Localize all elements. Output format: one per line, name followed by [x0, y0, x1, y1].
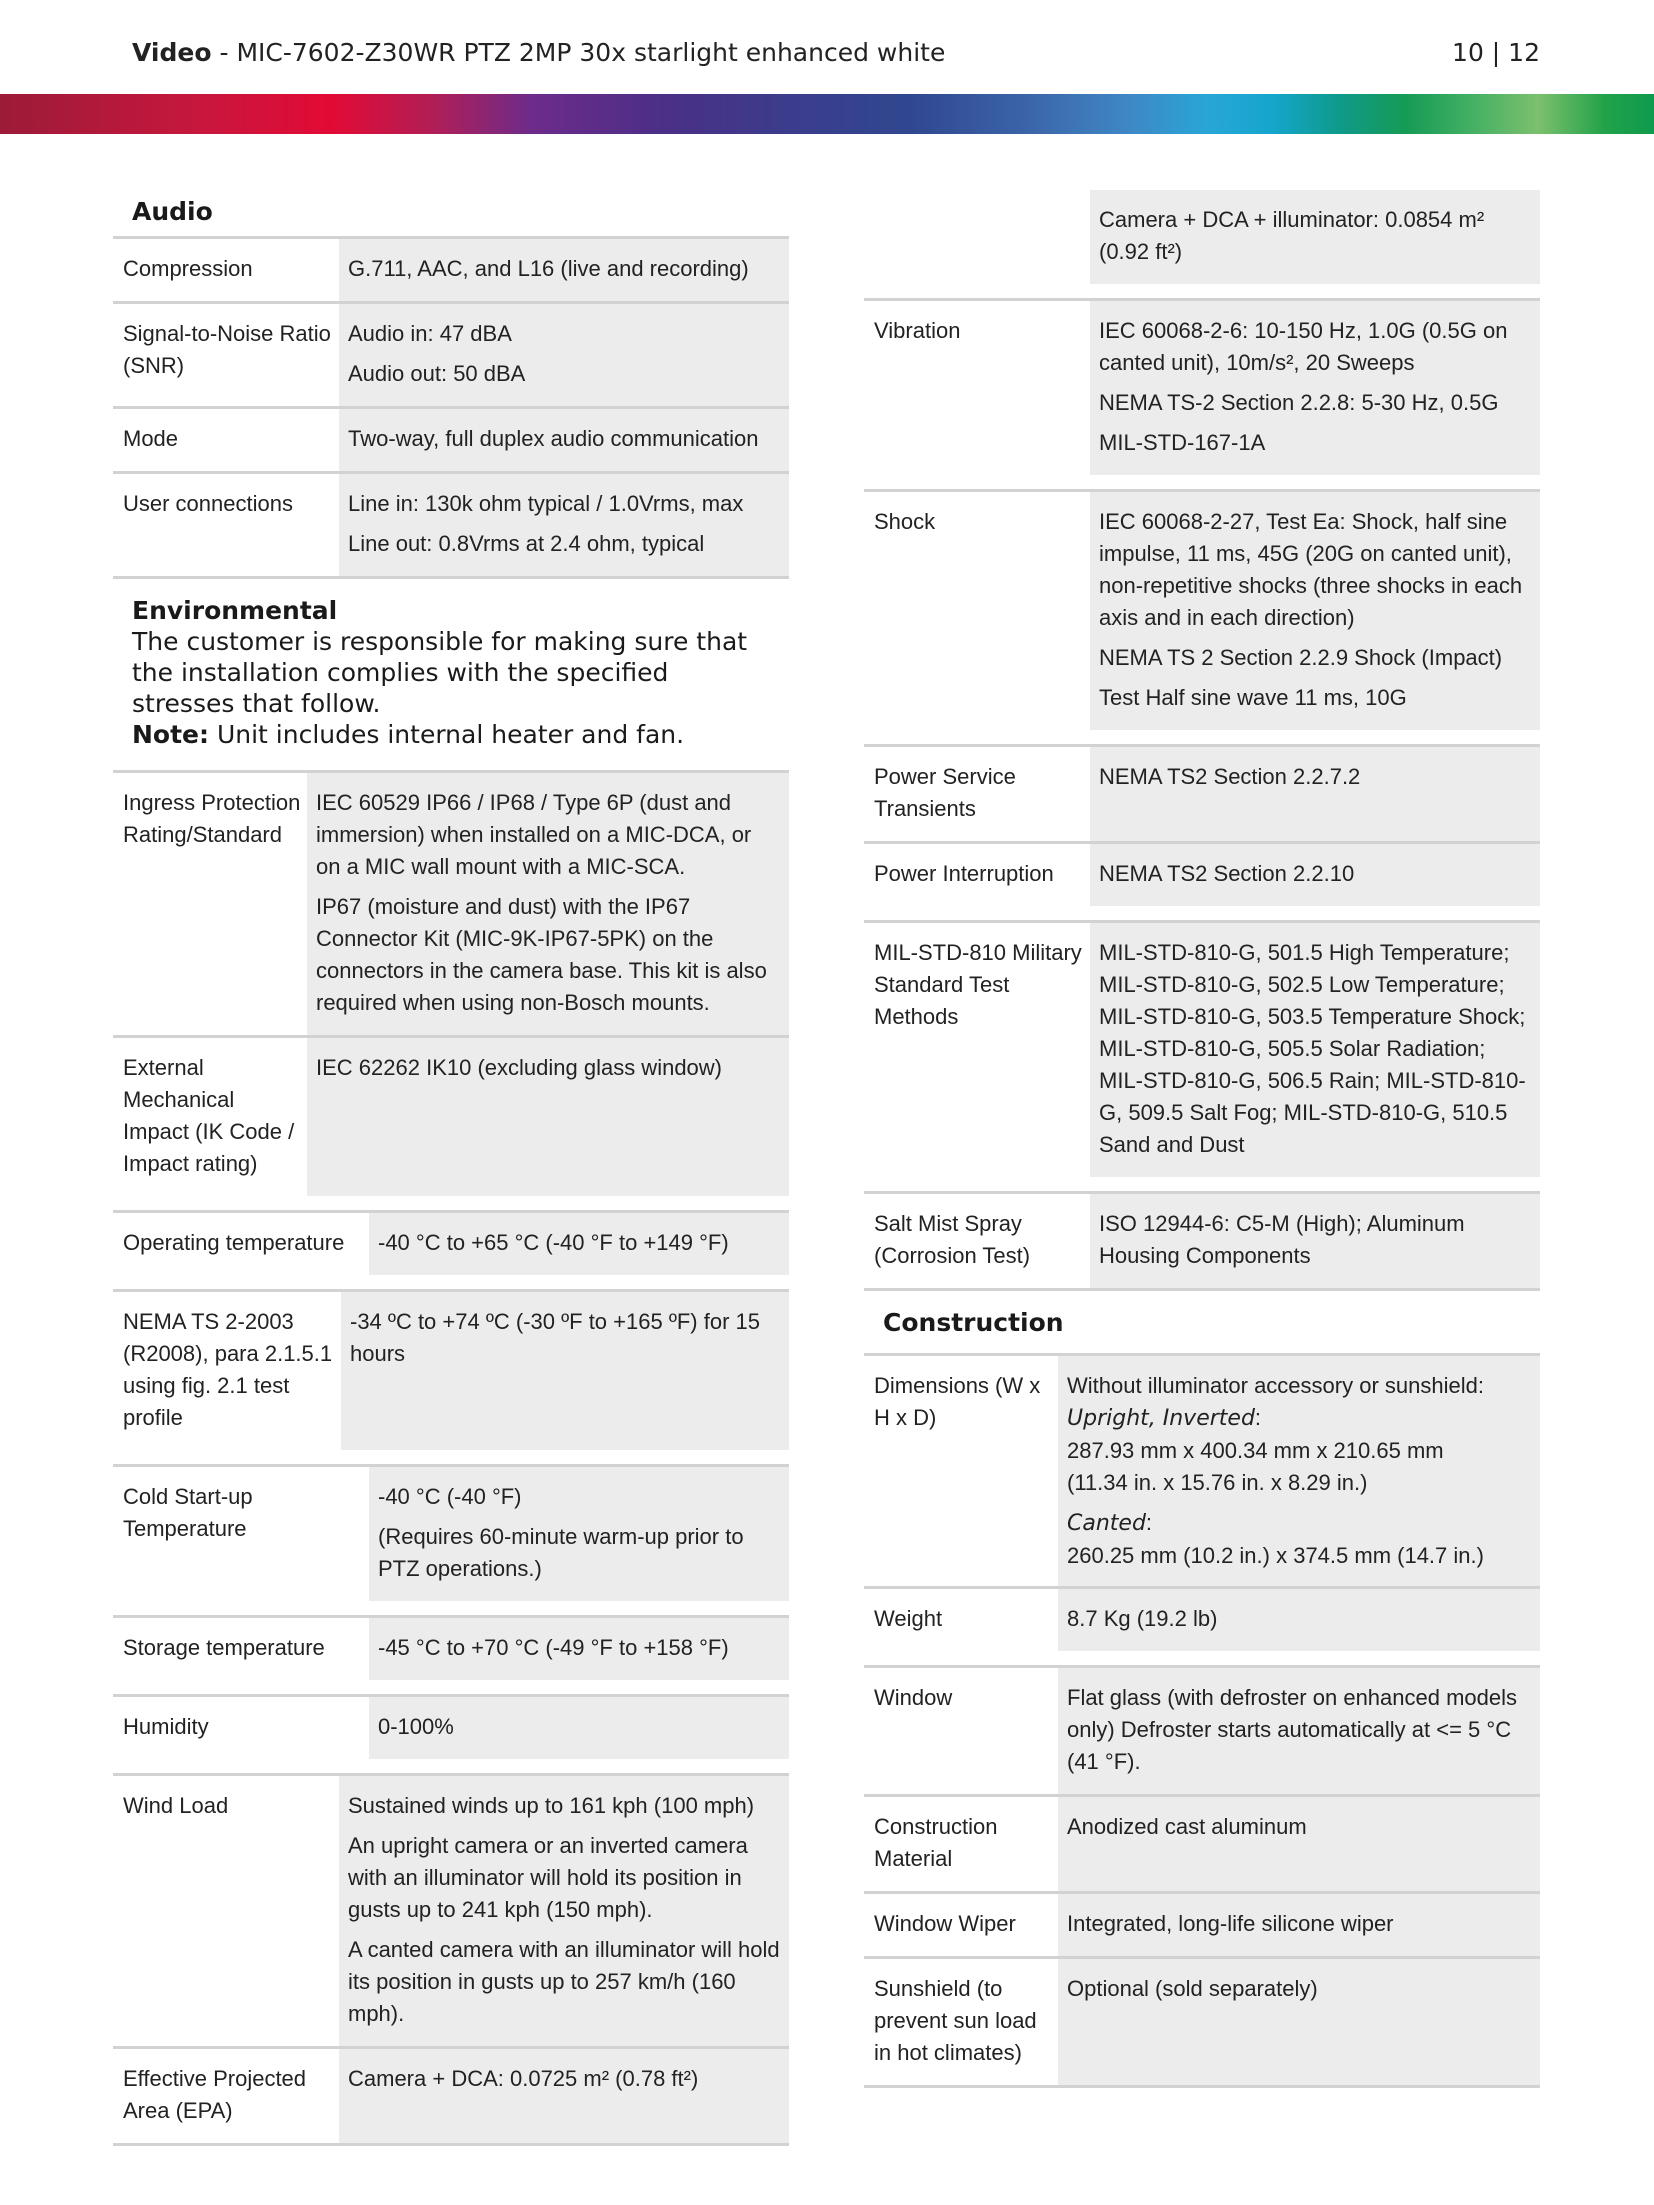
- dimensions-upright: Upright, Inverted:: [1067, 1405, 1262, 1431]
- spec-row-power-interruption: [864, 841, 1540, 906]
- spec-value-line: NEMA TS2 Section 2.2.7.2: [1099, 764, 1361, 789]
- document-title: [132, 38, 945, 67]
- spec-row-vibration: [864, 298, 1540, 475]
- spec-value-line: Line out: 0.8Vrms at 2.4 ohm, typical: [348, 531, 705, 556]
- dimensions-upright-metric: 287.93 mm x 400.34 mm x 210.65 mm: [1067, 1438, 1444, 1463]
- spec-value: [1058, 1959, 1540, 2085]
- document-category: Video: [132, 37, 212, 67]
- spec-value-line: IP67 (moisture and dust) with the IP67 Connector Kit (MIC-9K-IP67-5PK) on the connectors in the camera base. This kit is also required when using non-Bosch mounts.: [316, 894, 767, 1015]
- spec-label: Dimensions (W x H x D): [874, 1373, 1041, 1430]
- spec-label: Vibration: [874, 318, 961, 343]
- spec-value: [369, 1213, 789, 1275]
- right-column: [864, 190, 1540, 2088]
- spec-row-cold-start-up-temperature: [113, 1464, 789, 1601]
- spec-value: [339, 474, 789, 576]
- spec-value-line: Audio out: 50 dBA: [348, 361, 526, 386]
- spec-row-ingress-protection-rating-standard: [113, 770, 789, 1035]
- section-title-environmental: Environmental: [132, 596, 338, 625]
- environmental-intro: [113, 576, 789, 770]
- spec-row-wind-load: [113, 1773, 789, 2046]
- spec-value: [1058, 1356, 1540, 1586]
- spec-label: NEMA TS 2-2003 (R2008), para 2.1.5.1 using fig. 2.1 test profile: [123, 1309, 333, 1430]
- spec-value-line: -34 ºC to +74 ºC (-30 ºF to +165 ºF) for 15 hours: [350, 1309, 760, 1366]
- dimensions-canted: Canted:: [1067, 1510, 1153, 1536]
- spec-row-window: [864, 1665, 1540, 1794]
- spec-value-line: -45 °C to +70 °C (-49 °F to +158 °F): [378, 1635, 729, 1660]
- spec-value: [1058, 1589, 1540, 1651]
- spec-value: [1090, 301, 1540, 475]
- spec-value-line: IEC 60068-2-27, Test Ea: Shock, half sine impulse, 11 ms, 45G (20G on canted unit), non-repetitive shocks (three shocks in each axis and in each direction): [1099, 509, 1523, 630]
- spec-label: Storage temperature: [123, 1635, 325, 1660]
- spec-label: Window Wiper: [874, 1911, 1016, 1936]
- spec-value-line: MIL-STD-810-G, 501.5 High Temperature; MIL-STD-810-G, 502.5 Low Temperature; MIL-STD-810-G, 503.5 Temperature Shock; MIL-STD-810-G, 505.5 Solar Radiation; MIL-STD-810-G, 506.5 Rain; MIL-STD-810-G, 509.5 Salt Fog; MIL-STD-810-G, 510.5 Sand and Dust: [1099, 940, 1526, 1157]
- environmental-note: [132, 719, 770, 750]
- spec-label: User connections: [123, 491, 293, 516]
- spec-value: [1090, 844, 1540, 906]
- spec-value-line: (Requires 60-minute warm-up prior to PTZ operations.): [378, 1524, 744, 1581]
- spec-value-line: 0-100%: [378, 1714, 454, 1739]
- spec-row-mode: [113, 406, 789, 471]
- spec-row-external-mechanical-impact-ik-code-impac: [113, 1035, 789, 1196]
- spec-value-line: NEMA TS-2 Section 2.2.8: 5-30 Hz, 0.5G: [1099, 390, 1499, 415]
- spec-row-window-wiper: [864, 1891, 1540, 1956]
- spec-value: [1090, 923, 1540, 1177]
- dimensions-intro: Without illuminator accessory or sunshield:: [1067, 1373, 1484, 1398]
- spec-row-weight: [864, 1586, 1540, 1651]
- spec-row-shock: [864, 489, 1540, 730]
- spec-value: [307, 773, 789, 1035]
- spec-label: Operating temperature: [123, 1230, 345, 1255]
- spec-value-line: Integrated, long-life silicone wiper: [1067, 1911, 1394, 1936]
- construction-table: [864, 1353, 1540, 2088]
- spec-label: Window: [874, 1685, 953, 1710]
- section-title-construction: Construction: [883, 1307, 1064, 1337]
- table-bottom-rule: [113, 2143, 789, 2146]
- spec-value-line: IEC 60529 IP66 / IP68 / Type 6P (dust and immersion) when installed on a MIC-DCA, or on a MIC wall mount with a MIC-SCA.: [316, 790, 752, 879]
- spec-label: Power Service Transients: [874, 764, 1016, 821]
- spec-value-line: Sustained winds up to 161 kph (100 mph): [348, 1793, 755, 1818]
- spec-label: Compression: [123, 256, 253, 281]
- spec-value-line: Optional (sold separately): [1067, 1976, 1318, 2001]
- spec-value-line: Camera + DCA + illuminator: 0.0854 m² (0.92 ft²): [1099, 207, 1485, 264]
- spec-row-salt-mist-spray-corrosion-test: [864, 1191, 1540, 1288]
- spec-value-line: Flat glass (with defroster on enhanced models only) Defroster starts automatically at <= 5 °C (41 °F).: [1067, 1685, 1518, 1774]
- spec-value: [341, 1292, 789, 1450]
- spec-label: Shock: [874, 509, 936, 534]
- environmental-table: [113, 770, 789, 2146]
- spec-value: [339, 1776, 789, 2046]
- spec-value: [369, 1467, 789, 1601]
- spec-label: External Mechanical Impact (IK Code / Impact rating): [123, 1055, 295, 1176]
- spec-value: [339, 2049, 789, 2143]
- left-column: [113, 186, 789, 2146]
- spec-value: [1058, 1668, 1540, 1794]
- spec-value: [307, 1038, 789, 1196]
- spec-value-line: IEC 62262 IK10 (excluding glass window): [316, 1055, 723, 1080]
- spec-value: [339, 239, 789, 301]
- spec-value-line: 8.7 Kg (19.2 lb): [1067, 1606, 1218, 1631]
- page-header: [132, 32, 1540, 72]
- spec-value-line: -40 °C (-40 °F): [378, 1484, 522, 1509]
- construction-rows: [864, 1586, 1540, 2088]
- spec-row-user-connections: [113, 471, 789, 576]
- spec-row-mil-std-810-military-standard-test-metho: [864, 920, 1540, 1177]
- dimensions-upright-imperial: (11.34 in. x 15.76 in. x 8.29 in.): [1067, 1470, 1368, 1495]
- spec-value-line: NEMA TS2 Section 2.2.10: [1099, 861, 1355, 886]
- spec-row-compression: [113, 236, 789, 301]
- spec-value: [339, 304, 789, 406]
- spec-value: [1090, 492, 1540, 730]
- note-label: Note:: [132, 720, 210, 749]
- spec-value-line: Camera + DCA: 0.0725 m² (0.78 ft²): [348, 2066, 699, 2091]
- spec-label: Construction Material: [874, 1814, 998, 1871]
- spec-row-power-service-transients: [864, 744, 1540, 841]
- spec-label: Sunshield (to prevent sun load in hot climates): [874, 1976, 1037, 2065]
- spec-value: [1090, 1194, 1540, 1288]
- spec-value-line: IEC 60068-2-6: 10-150 Hz, 1.0G (0.5G on canted unit), 10m/s², 20 Sweeps: [1099, 318, 1508, 375]
- spec-value: [1090, 747, 1540, 841]
- page-number: 10 | 12: [1452, 37, 1540, 67]
- spec-label: Wind Load: [123, 1793, 229, 1818]
- spec-row-humidity: [113, 1694, 789, 1759]
- audio-table: [113, 236, 789, 576]
- spec-value: [369, 1697, 789, 1759]
- spec-row-nema-ts-2-2003-r2008-para-2-1-5-1-using-: [113, 1289, 789, 1450]
- spec-row-construction-material: [864, 1794, 1540, 1891]
- spec-value-line: ISO 12944-6: C5-M (High); Aluminum Housing Components: [1099, 1211, 1465, 1268]
- spec-value-line: Line in: 130k ohm typical / 1.0Vrms, max: [348, 491, 744, 516]
- upright-label: Upright, Inverted: [1067, 1406, 1255, 1431]
- spec-value-line: Test Half sine wave 11 ms, 10G: [1099, 685, 1407, 710]
- spec-value-line: MIL-STD-167-1A: [1099, 430, 1266, 455]
- environmental-table-continued: [864, 298, 1540, 1291]
- brand-color-band: [0, 94, 1654, 134]
- note-text: Unit includes internal heater and fan.: [209, 720, 685, 749]
- spec-value: [1090, 190, 1540, 284]
- spec-value: [339, 409, 789, 471]
- environmental-description: The customer is responsible for making sure that the installation complies with the specified stresses that follow.: [132, 627, 748, 718]
- dimensions-canted-value: 260.25 mm (10.2 in.) x 374.5 mm (14.7 in.): [1067, 1543, 1484, 1568]
- spec-value-line: Anodized cast aluminum: [1067, 1814, 1307, 1839]
- spec-label: [864, 190, 1090, 284]
- canted-label: Canted: [1067, 1511, 1146, 1536]
- spec-label: Signal-to-Noise Ratio (SNR): [123, 321, 331, 378]
- title-separator: -: [211, 37, 237, 67]
- spec-label: Weight: [874, 1606, 943, 1631]
- spec-row-epa-continued: [864, 190, 1540, 284]
- spec-row-dimensions: [864, 1353, 1540, 1586]
- spec-label: Power Interruption: [874, 861, 1054, 886]
- spec-label: Mode: [123, 426, 179, 451]
- spec-row-operating-temperature: [113, 1210, 789, 1275]
- spec-value-line: Two-way, full duplex audio communication: [348, 426, 759, 451]
- epa-continued-table: [864, 190, 1540, 284]
- spec-label: Ingress Protection Rating/Standard: [123, 790, 301, 847]
- spec-row-effective-projected-area-epa: [113, 2046, 789, 2143]
- section-title-audio: Audio: [132, 196, 213, 226]
- spec-value-line: -40 °C to +65 °C (-40 °F to +149 °F): [378, 1230, 729, 1255]
- spec-label: Salt Mist Spray (Corrosion Test): [874, 1211, 1031, 1268]
- spec-label: Humidity: [123, 1714, 209, 1739]
- spec-label: Cold Start-up Temperature: [123, 1484, 253, 1541]
- spec-value: [1058, 1797, 1540, 1891]
- spec-label: Effective Projected Area (EPA): [123, 2066, 307, 2123]
- spec-value-line: A canted camera with an illuminator will hold its position in gusts up to 257 km/h (160 mph).: [348, 1937, 780, 2026]
- spec-value-line: Audio in: 47 dBA: [348, 321, 512, 346]
- spec-value: [1058, 1894, 1540, 1956]
- spec-label: MIL-STD-810 Military Standard Test Methods: [874, 940, 1082, 1029]
- table-bottom-rule: [864, 2085, 1540, 2088]
- spec-value: [369, 1618, 789, 1680]
- spec-row-sunshield-to-prevent-sun-load-in-hot-cli: [864, 1956, 1540, 2085]
- spec-value-line: G.711, AAC, and L16 (live and recording): [348, 256, 749, 281]
- spec-value-line: An upright camera or an inverted camera with an illuminator will hold its position in gusts up to 241 kph (150 mph).: [348, 1833, 748, 1922]
- spec-row-signal-to-noise-ratio-snr: [113, 301, 789, 406]
- product-name: MIC-7602-Z30WR PTZ 2MP 30x starlight enhanced white: [236, 37, 946, 67]
- spec-value-line: NEMA TS 2 Section 2.2.9 Shock (Impact): [1099, 645, 1503, 670]
- spec-row-storage-temperature: [113, 1615, 789, 1680]
